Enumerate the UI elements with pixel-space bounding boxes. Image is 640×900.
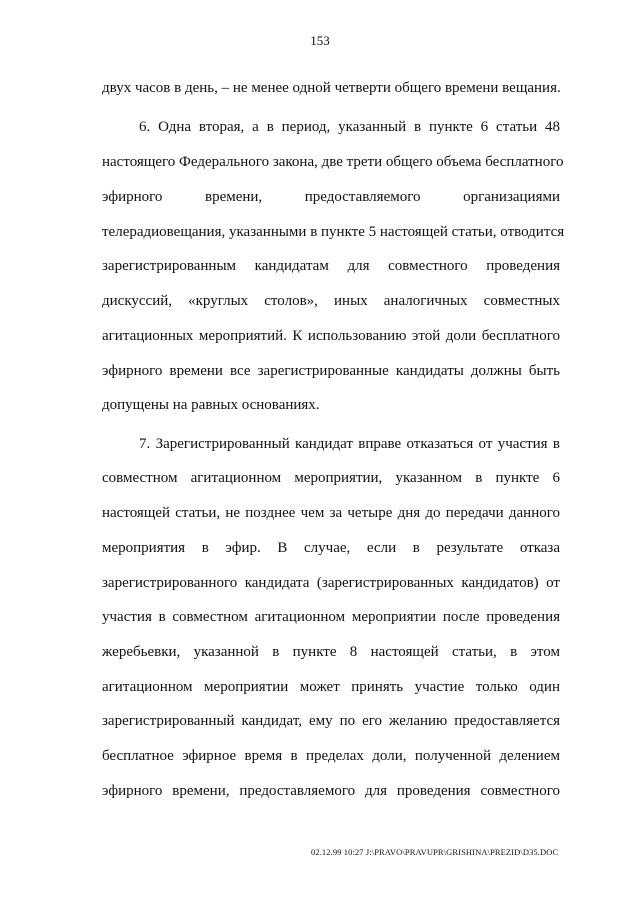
text-line: бесплатное эфирное время в пределах доли, полученной делением: [102, 748, 560, 764]
page-number: 153: [310, 33, 330, 48]
text-line: агитационных мероприятий. К использованию этой доли бесплатного: [102, 328, 560, 344]
text-line: 6. Одна вторая, а в период, указанный в пункте 6 статьи 48: [139, 119, 560, 135]
text-line: мероприятия в эфир. В случае, если в результате отказа: [102, 540, 560, 556]
text-line: настоящей статьи, не позднее чем за четыре дня до передачи данного: [102, 505, 560, 521]
text-line: телерадиовещания, указанными в пункте 5 настоящей статьи, отводится: [102, 224, 565, 240]
file-path-footer: 02.12.99 10:27 J:\PRAVO\PRAVUPR\GRISHINA\PREZID\D35.DOC: [311, 847, 559, 857]
text-line: допущены на равных основаниях.: [102, 397, 320, 413]
text-line: зарегистрированный кандидат, ему по его желанию предоставляется: [102, 713, 560, 729]
text-line: совместном агитационном мероприятии, указанном в пункте 6: [102, 470, 560, 486]
text-line: эфирного времени, предоставляемого организациями: [102, 189, 560, 205]
text-line: зарегистрированного кандидата (зарегистрированных кандидатов) от: [102, 575, 560, 591]
text-line: эфирного времени все зарегистрированные кандидаты должны быть: [102, 363, 560, 379]
text-line: участия в совместном агитационном мероприятии после проведения: [102, 609, 560, 625]
text-line: дискуссий, «круглых столов», иных аналогичных совместных: [102, 293, 560, 309]
text-line: агитационном мероприятии может принять участие только один: [102, 679, 560, 695]
text-line: 7. Зарегистрированный кандидат вправе отказаться от участия в: [139, 436, 560, 452]
text-line: зарегистрированным кандидатам для совместного проведения: [102, 258, 560, 274]
text-line: настоящего Федерального закона, две трети общего объема бесплатного: [102, 154, 564, 170]
text-line: эфирного времени, предоставляемого для проведения совместного: [102, 783, 560, 799]
text-line: двух часов в день, – не менее одной четверти общего времени вещания.: [102, 80, 561, 96]
text-line: жеребьевки, указанной в пункте 8 настоящей статьи, в этом: [102, 644, 560, 660]
